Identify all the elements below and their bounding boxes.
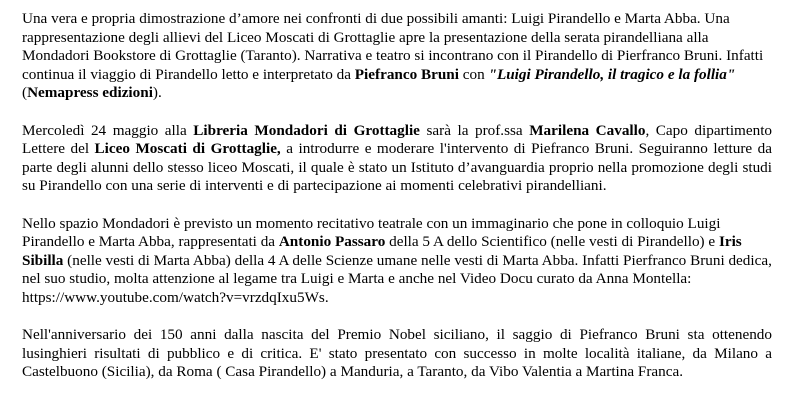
anniversary-text: Nell'anniversario dei 150 anni dalla nascita del Premio Nobel siciliano, il saggio di Piefranco Bruni sta ottenendo lusinghieri risultati di pubblico e di critica. E' stato presentato con successo in molte località italiane, da Milano a Castelbuono (Sicilia), da Roma ( Casa Pirandello) a Manduria, a Taranto, da Vibo Valentia a Martina Franca.	[22, 326, 772, 381]
professor-name: Marilena Cavallo	[529, 121, 646, 139]
publisher-name: Nemapress edizioni	[27, 84, 153, 102]
performance-text-2: della 5 A dello Scientifico (nelle vesti di Pirandello) e	[385, 233, 719, 251]
event-text: Mercoledì 24 maggio alla	[22, 121, 194, 139]
paragraph-intro	[22, 10, 772, 103]
paragraph-anniversary	[22, 326, 772, 382]
book-title: "Luigi Pirandello, il tragico e la follia"	[488, 65, 736, 83]
performance-text-3: (nelle vesti di Marta Abba) della 4 A delle Scienze umane nelle vesti di Marta Abba. Infatti Pierfranco Bruni dedica, nel suo studio, molta attenzione al legame tra Luigi e Marta e anche nel Video Docu curato da Anna Montella: https://www.youtube.com/watch?v=vrzdqIxu5Ws.	[22, 251, 772, 306]
intro-text-3: (	[22, 84, 28, 102]
document-body	[22, 10, 772, 382]
paragraph-event	[22, 122, 772, 196]
intro-text-2: con	[458, 65, 489, 83]
intro-text-4: ).	[152, 84, 162, 102]
author-name: Piefranco Bruni	[354, 65, 459, 83]
venue-name: Libreria Mondadori di Grottaglie	[193, 121, 420, 139]
event-text-2: sarà la prof.ssa	[419, 121, 530, 139]
student-name-2: Iris Sibilla	[22, 233, 742, 269]
event-text-3: , Capo dipartimento Lettere del	[22, 121, 773, 158]
student-name-1: Antonio Passaro	[278, 233, 386, 251]
performance-text: Nello spazio Mondadori è previsto un momento recitativo teatrale con un immaginario che pone in colloquio Luigi Pirandello e Marta Abba, rappresentati da	[22, 214, 721, 251]
intro-text: Una vera e propria dimostrazione d’amore nei confronti di due possibili amanti: Luigi Pirandello e Marta Abba. Una rappresentazione degli allievi del Liceo Moscati di Grottaglie apre la presentazione della serata pirandelliana alla Mondadori Bookstore di Grottaglie (Taranto). Narrativa e teatro si incontrano con il Pirandello di Pierfranco Bruni. Infatti continua il viaggio di Pirandello letto e interpretato da	[22, 10, 764, 83]
paragraph-performance	[22, 215, 772, 308]
school-name: Liceo Moscati di Grottaglie,	[94, 140, 281, 158]
event-text-4: a introdurre e moderare l'intervento di Piefranco Bruni. Seguiranno letture da parte degli alunni dello stesso liceo Moscati, il quale è stato un Istituto d’avanguardia proprio nella promozione degli studi su Pirandello con una serie di interventi e di partecipazione ai momenti celebrativi pirandelliani.	[22, 140, 772, 195]
